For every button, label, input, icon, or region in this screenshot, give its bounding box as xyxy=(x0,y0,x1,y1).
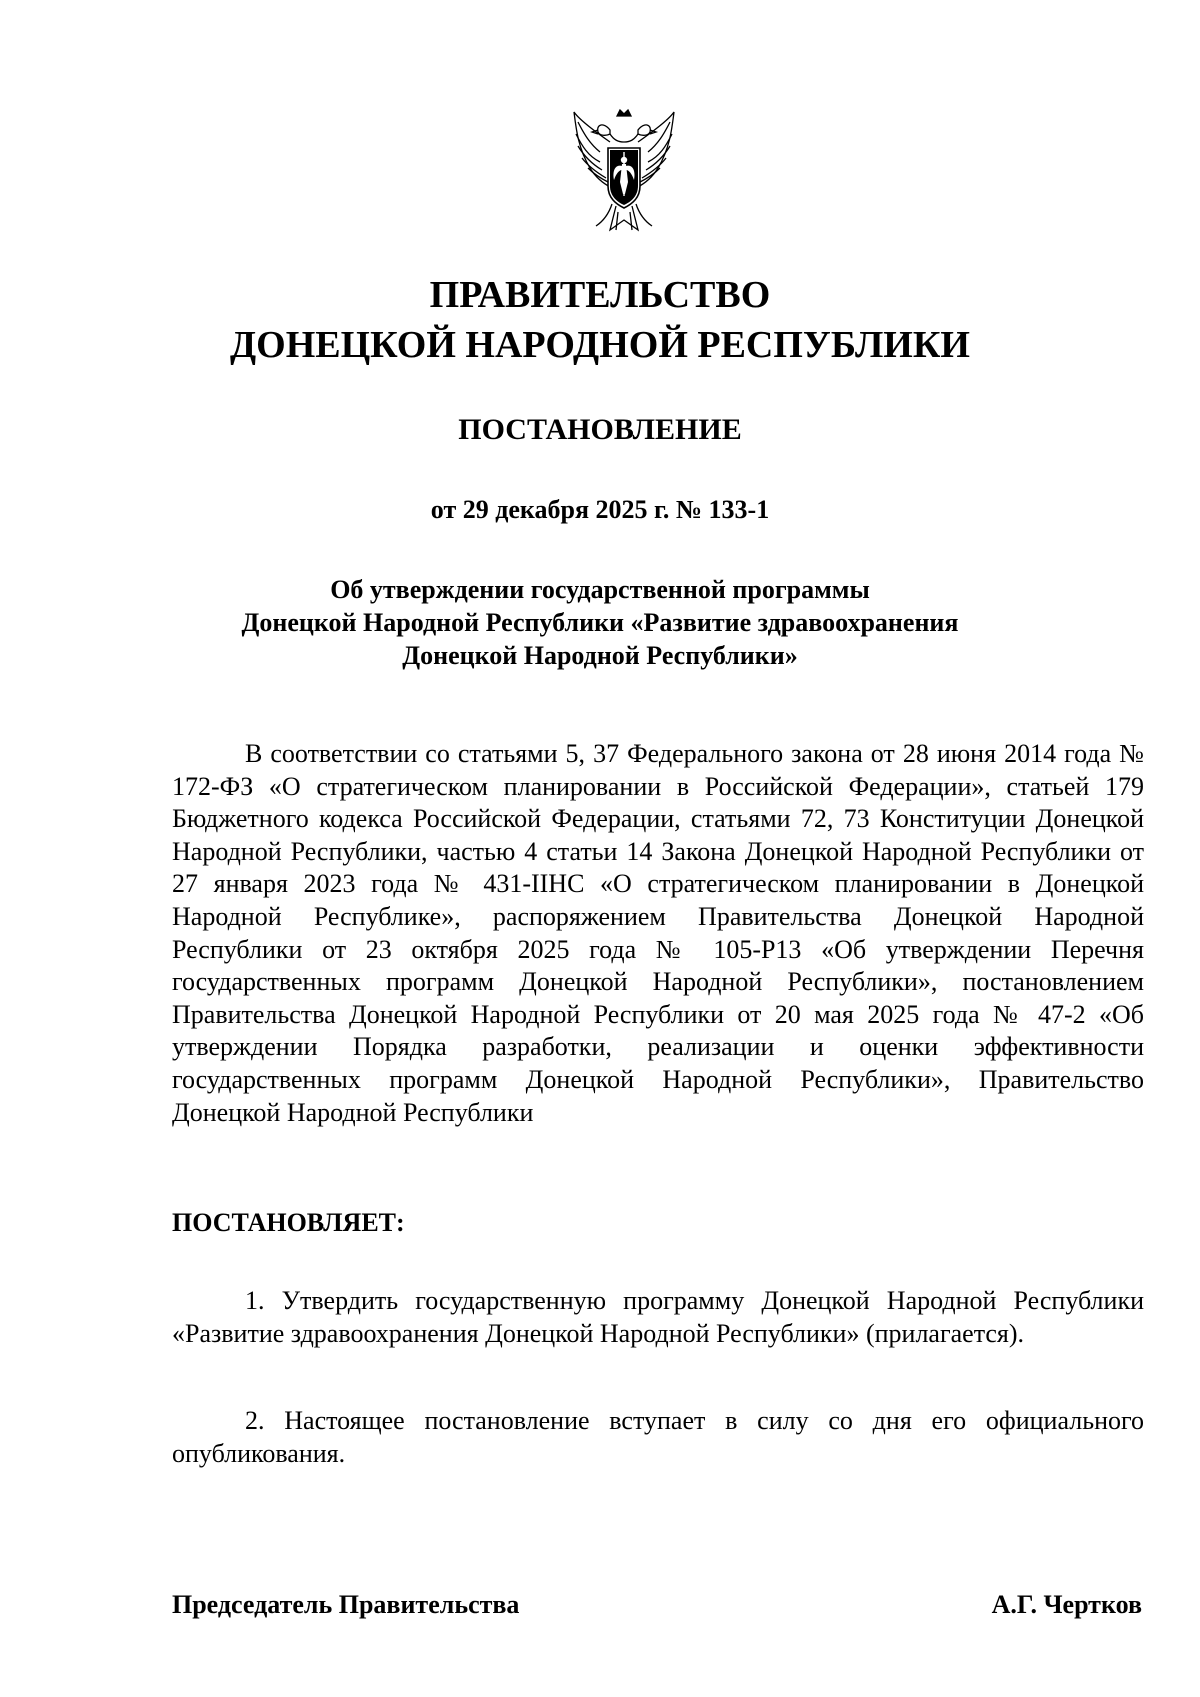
coat-of-arms-emblem xyxy=(570,108,678,246)
signatory-name: А.Г. Чертков xyxy=(991,1590,1142,1619)
signatory-title: Председатель Правительства xyxy=(172,1590,520,1619)
government-title-line1: ПРАВИТЕЛЬСТВО xyxy=(429,274,771,316)
decree-date-number: от 29 декабря 2025 г. № 133-1 xyxy=(430,495,770,524)
government-title-line2: ДОНЕЦКОЙ НАРОДНОЙ РЕСПУБЛИКИ xyxy=(230,324,970,366)
subject-line1: Об утверждении государственной программы xyxy=(330,575,870,604)
subject-line3: Донецкой Народной Республики» xyxy=(402,641,798,670)
resolves-heading: ПОСТАНОВЛЯЕТ: xyxy=(172,1208,405,1237)
decree-subject xyxy=(0,573,1200,672)
subject-line2: Донецкой Народной Республики «Развитие здравоохранения xyxy=(241,608,959,637)
decree-item-2: 2. Настоящее постановление вступает в силу со дня его официального опубликования. xyxy=(172,1406,1144,1468)
document-type: ПОСТАНОВЛЕНИЕ xyxy=(458,413,742,446)
preamble-paragraph: В соответствии со статьями 5, 37 Федерального закона от 28 июня 2014 года № 172-ФЗ «О стратегическом планировании в Российской Федерации», статьей 179 Бюджетного кодекса Российской Федерации, статьями 72, 73 Конституции Донецкой Народной Республики, частью 4 статьи 14 Закона Донецкой Народной Республики от 27 января 2023 года № 431-IIНС «О стратегическом планировании в Донецкой Народной Республике», распоряжением Правительства Донецкой Народной Республики от 23 октября 2025 года № 105-Р13 «Об утверждении Перечня государственных программ Донецкой Народной Республики», постановлением Правительства Донецкой Народной Республики от 20 мая 2025 года № 47-2 «Об утверждении Порядка разработки, реализации и оценки эффективности государственных программ Донецкой Народной Республики», Правительство Донецкой Народной Республики xyxy=(172,739,1144,1127)
decree-item-1: 1. Утвердить государственную программу Донецкой Народной Республики «Развитие здравоохранения Донецкой Народной Республики» (прилагается). xyxy=(172,1286,1144,1348)
